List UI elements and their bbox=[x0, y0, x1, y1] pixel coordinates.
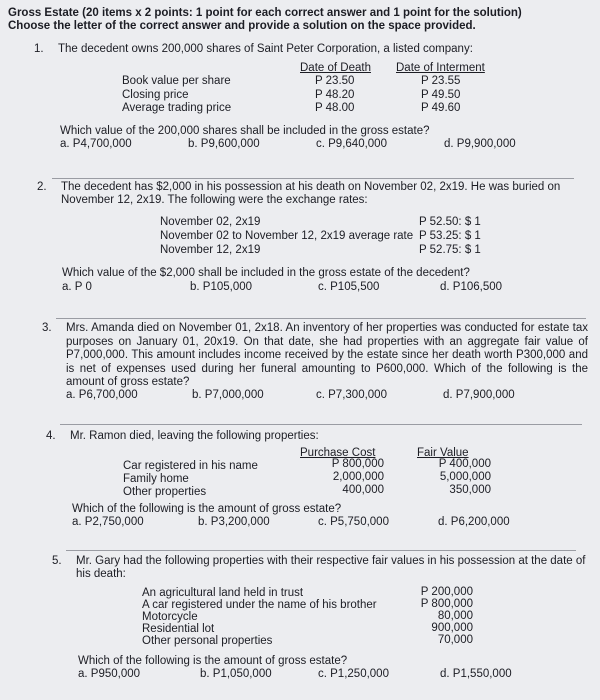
row-label: An agricultural land held in trust bbox=[142, 587, 304, 599]
choice-c[interactable]: c. P105,500 bbox=[318, 281, 380, 293]
choice-a[interactable]: a. P 0 bbox=[62, 281, 92, 293]
row-label: Family home bbox=[123, 473, 189, 485]
choice-d[interactable]: d. P9,900,000 bbox=[444, 138, 516, 150]
question-number: 2. bbox=[37, 181, 47, 193]
choice-a[interactable]: a. P4,700,000 bbox=[60, 138, 132, 150]
question-number: 4. bbox=[46, 430, 56, 442]
rate-label: November 02, 2x19 bbox=[160, 216, 261, 228]
rate-label: November 02 to November 12, 2x19 average rate bbox=[160, 230, 414, 242]
question-number: 5. bbox=[52, 555, 62, 567]
row-value-cost: 2,000,000 bbox=[332, 471, 384, 483]
choice-d[interactable]: d. P6,200,000 bbox=[438, 516, 510, 528]
row-label: Average trading price bbox=[122, 102, 232, 114]
choice-c[interactable]: c. P9,640,000 bbox=[316, 138, 387, 150]
row-value: 80,000 bbox=[437, 610, 473, 622]
choice-b[interactable]: b. P1,050,000 bbox=[200, 668, 272, 680]
question-prompt: Which of the following is the amount of gross estate? bbox=[72, 503, 342, 515]
question-stem: The decedent owns 200,000 shares of Saint Peter Corporation, a listed company: bbox=[58, 43, 473, 55]
choice-c[interactable]: c. P5,750,000 bbox=[318, 516, 389, 528]
question-stem: Mrs. Amanda died on November 01, 2x18. An inventory of her properties was conducted for estate tax purposes on January 01, 20x19. On that date, she had properties with an aggregate fair value of P7,000,000. This amount includes income received by the estate since her death worth P300,000 and is net of expenses used during her funeral amounting to P600,000. Which of the following is the amount of gross estate? bbox=[66, 322, 588, 388]
row-value-fair: 350,000 bbox=[449, 484, 491, 496]
divider bbox=[66, 550, 576, 551]
choice-b[interactable]: b. P3,200,000 bbox=[198, 516, 270, 528]
column-header-purchase-cost: Purchase Cost bbox=[300, 447, 376, 459]
row-value-cost: P 800,000 bbox=[331, 458, 384, 470]
column-header-date-of-interment: Date of Interment bbox=[396, 62, 485, 74]
instructions-title: Gross Estate (20 items x 2 points: 1 point for each correct answer and 1 point for the solution) bbox=[8, 7, 522, 19]
choice-b[interactable]: b. P9,600,000 bbox=[188, 138, 260, 150]
row-label: Other personal properties bbox=[142, 635, 273, 647]
choice-c[interactable]: c. P7,300,000 bbox=[316, 389, 387, 401]
rate-label: November 12, 2x19 bbox=[160, 244, 261, 256]
rate-value: P 53.25: $ 1 bbox=[419, 230, 481, 242]
row-label: A car registered under the name of his brother bbox=[142, 599, 377, 611]
question-stem: Mr. Ramon died, leaving the following properties: bbox=[70, 430, 319, 442]
question-prompt: Which of the following is the amount of gross estate? bbox=[78, 655, 348, 667]
row-value-interment: P 49.60 bbox=[421, 102, 461, 114]
row-label: Residential lot bbox=[142, 623, 215, 635]
question-prompt: Which value of the $2,000 shall be included in the gross estate of the decedent? bbox=[62, 267, 470, 279]
row-value-cost: 400,000 bbox=[342, 484, 384, 496]
row-value-fair: P 400,000 bbox=[438, 458, 491, 470]
column-header-date-of-death: Date of Death bbox=[300, 62, 371, 74]
rate-value: P 52.50: $ 1 bbox=[419, 216, 481, 228]
question-stem-line-1: The decedent has $2,000 in his possession at his death on November 02, 2x19. He was buried on bbox=[61, 181, 561, 193]
choice-b[interactable]: b. P7,000,000 bbox=[192, 389, 264, 401]
row-label: Book value per share bbox=[122, 75, 231, 87]
choice-a[interactable]: a. P6,700,000 bbox=[66, 389, 138, 401]
row-value: 70,000 bbox=[437, 634, 473, 646]
choice-c[interactable]: c. P1,250,000 bbox=[318, 668, 389, 680]
choice-a[interactable]: a. P2,750,000 bbox=[72, 516, 144, 528]
question-stem-line-2: his death: bbox=[76, 568, 126, 580]
question-prompt: Which value of the 200,000 shares shall be included in the gross estate? bbox=[60, 125, 430, 137]
row-value-death: P 23.50 bbox=[315, 75, 355, 87]
choice-d[interactable]: d. P7,900,000 bbox=[443, 389, 515, 401]
choice-a[interactable]: a. P950,000 bbox=[78, 668, 141, 680]
row-label: Other properties bbox=[123, 486, 207, 498]
rate-value: P 52.75: $ 1 bbox=[419, 244, 481, 256]
row-label: Closing price bbox=[122, 89, 189, 101]
row-value-interment: P 23.55 bbox=[421, 75, 461, 87]
row-value-fair: 5,000,000 bbox=[439, 471, 491, 483]
row-value-death: P 48.00 bbox=[315, 102, 355, 114]
row-value-interment: P 49.50 bbox=[421, 89, 461, 101]
choice-d[interactable]: d. P1,550,000 bbox=[440, 668, 512, 680]
question-number: 3. bbox=[42, 322, 52, 334]
column-header-fair-value: Fair Value bbox=[417, 447, 469, 459]
question-number: 1. bbox=[34, 43, 44, 55]
row-value: P 800,000 bbox=[420, 598, 473, 610]
question-stem-line-2: November 12, 2x19. The following were the exchange rates: bbox=[61, 194, 368, 206]
instructions-subtitle: Choose the letter of the correct answer and provide a solution on the space provided. bbox=[8, 20, 476, 32]
row-label: Motorcycle bbox=[142, 611, 198, 623]
row-value-death: P 48.20 bbox=[315, 89, 355, 101]
choice-d[interactable]: d. P106,500 bbox=[440, 281, 503, 293]
row-value: 900,000 bbox=[431, 622, 473, 634]
divider bbox=[60, 424, 582, 425]
choice-b[interactable]: b. P105,000 bbox=[190, 281, 253, 293]
divider bbox=[56, 318, 586, 319]
divider bbox=[52, 178, 574, 179]
row-value: P 200,000 bbox=[420, 586, 473, 598]
question-stem-line-1: Mr. Gary had the following properties with their respective fair values in his possession at the date of bbox=[76, 555, 586, 567]
row-label: Car registered in his name bbox=[123, 460, 258, 472]
